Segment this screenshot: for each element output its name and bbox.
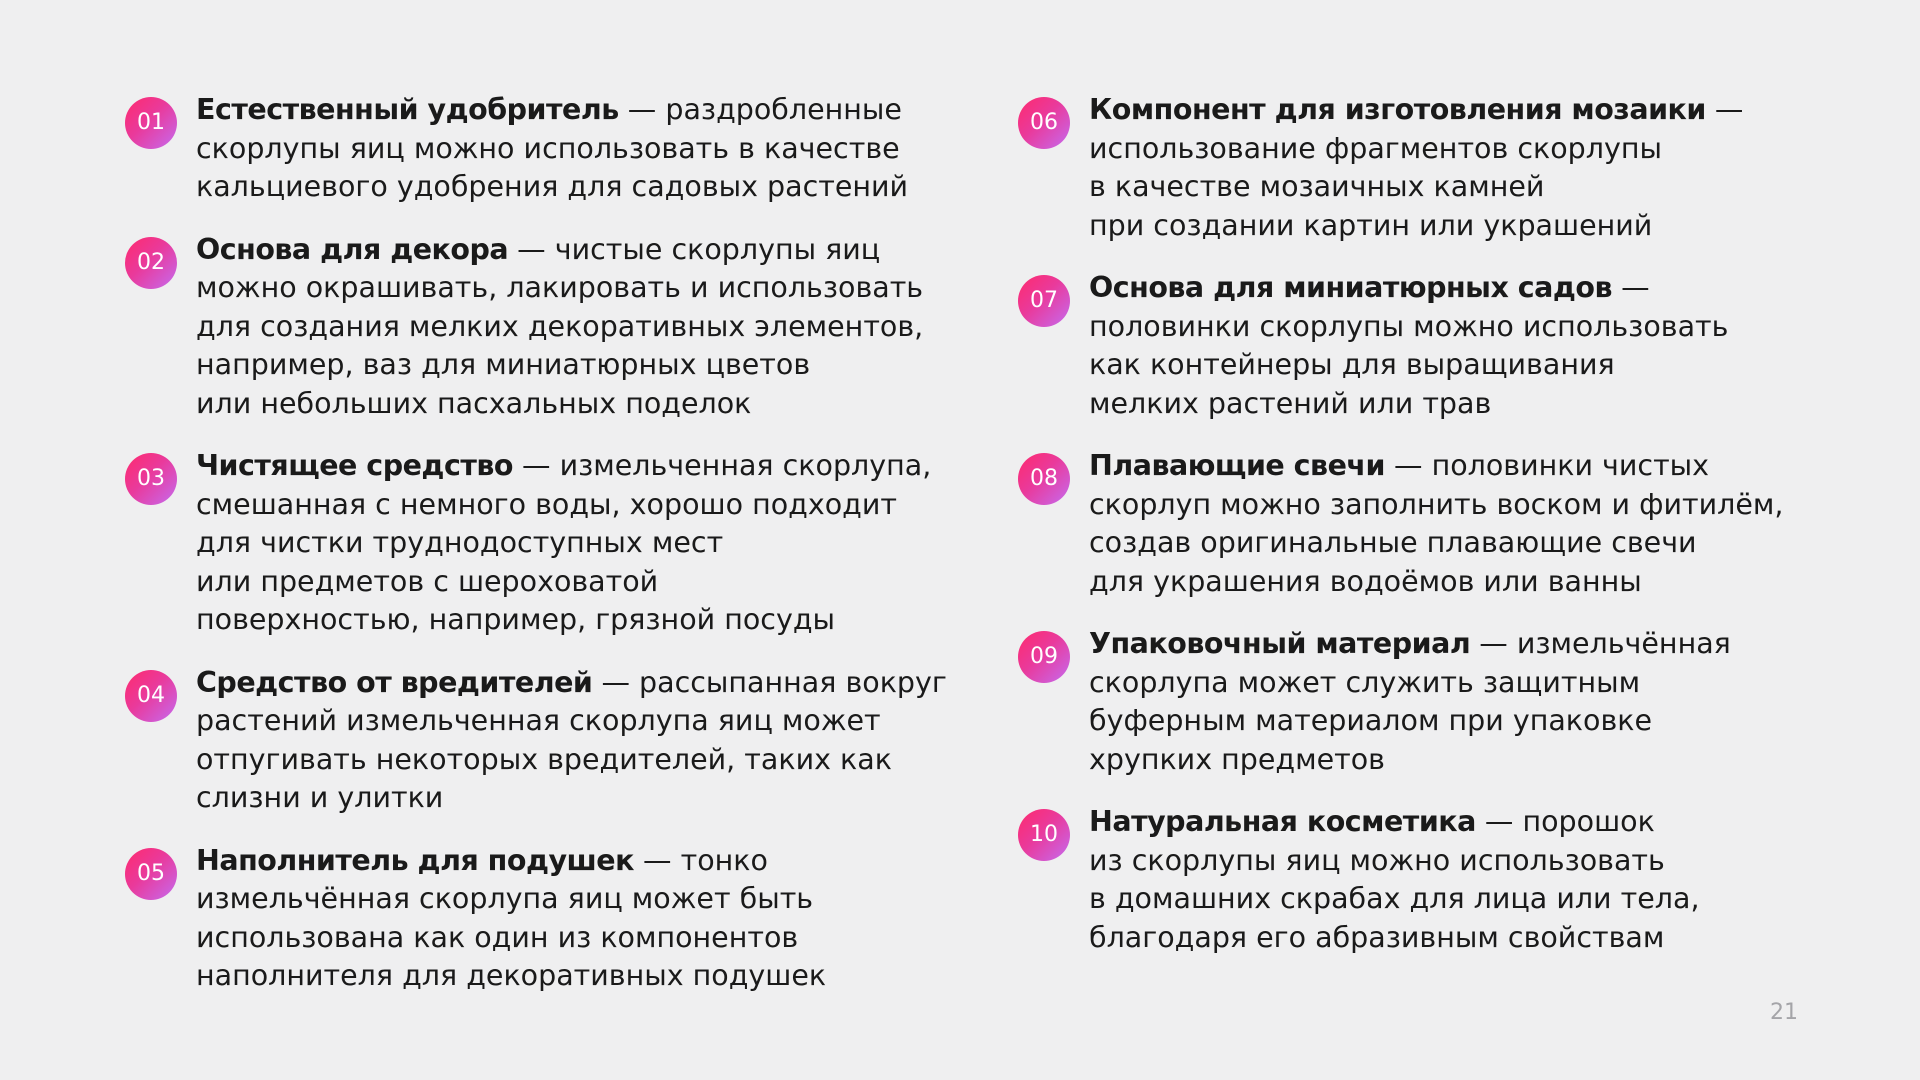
item-text <box>196 231 945 424</box>
item-title: Естественный удобритель <box>196 93 619 126</box>
number-badge: 08 <box>1018 453 1070 505</box>
item-title: Упаковочный материал <box>1089 627 1471 660</box>
item-text <box>1089 625 1818 779</box>
number-badge: 07 <box>1018 275 1070 327</box>
item-description-line: хрупких предметов <box>1089 742 1385 776</box>
item-description-line: растений измельченная скорлупа яиц может <box>196 704 881 737</box>
item-description-line: — <box>1612 271 1650 304</box>
list-item <box>125 664 945 818</box>
list-item <box>125 842 945 996</box>
item-description-line: благодаря его абразивным свойствам <box>1089 920 1665 954</box>
item-title: Основа для миниатюрных садов <box>1089 271 1613 304</box>
item-title: Наполнитель для подушек <box>196 843 634 877</box>
item-description-line: — раздробленные <box>618 93 902 126</box>
item-description-line: поверхностью, например, грязной посуды <box>196 603 836 636</box>
item-description-line: мелких растений или трав <box>1089 386 1492 420</box>
item-description-line: при создании картин или украшений <box>1089 208 1653 242</box>
item-description-line: — тонко <box>633 843 768 877</box>
number-badge: 04 <box>125 670 177 722</box>
item-description-line: кальциевого удобрения для садовых растений <box>196 170 909 203</box>
page-number: 21 <box>1770 1000 1798 1025</box>
item-description-line: или предметов с шероховатой <box>196 564 659 598</box>
item-text <box>1089 91 1818 245</box>
item-description-line: — порошок <box>1475 805 1655 838</box>
list-item <box>125 447 945 640</box>
item-description-line: отпугивать некоторых вредителей, таких как <box>196 742 892 776</box>
item-description-line: половинки скорлупы можно использовать <box>1089 309 1729 343</box>
item-text <box>1089 803 1818 957</box>
item-description-line: скорлупа может служить защитным <box>1089 665 1641 699</box>
item-description-line: создав оригинальные плавающие свечи <box>1089 526 1697 559</box>
item-title: Компонент для изготовления мозаики <box>1089 93 1706 126</box>
number-badge: 01 <box>125 97 177 149</box>
item-text <box>196 447 945 640</box>
item-description-line: скорлуп можно заполнить воском и фитилём, <box>1089 487 1784 521</box>
number-badge: 10 <box>1018 809 1070 861</box>
item-description-line: в домашних скрабах для лица или тела, <box>1089 882 1700 915</box>
item-description-line: для украшения водоёмов или ванны <box>1089 564 1642 598</box>
number-badge: 02 <box>125 237 177 289</box>
item-description-line: буферным материалом при упаковке <box>1089 704 1652 737</box>
item-description-line: — рассыпанная вокруг <box>592 665 947 699</box>
number-badge: 06 <box>1018 97 1070 149</box>
item-description-line: слизни и улитки <box>196 781 444 814</box>
item-title: Средство от вредителей <box>196 665 593 699</box>
item-title: Натуральная косметика <box>1089 805 1476 838</box>
item-description-line: использование фрагментов скорлупы <box>1089 131 1662 165</box>
item-description-line: — <box>1705 93 1744 126</box>
item-description-line: смешанная с немного воды, хорошо подходит <box>196 487 897 521</box>
item-description-line: — измельченная скорлупа, <box>512 449 932 482</box>
item-description-line: как контейнеры для выращивания <box>1089 348 1615 381</box>
item-description-line: — измельчённая <box>1470 627 1731 660</box>
item-text <box>1089 269 1818 423</box>
item-description-line: — чистые скорлупы яиц <box>508 232 881 266</box>
item-description-line: для создания мелких декоративных элементов, <box>196 309 924 343</box>
item-description-line: наполнителя для декоративных подушек <box>196 959 827 992</box>
item-description-line: или небольших пасхальных поделок <box>196 386 752 420</box>
item-text <box>196 842 945 996</box>
item-text <box>196 91 945 207</box>
item-description-line: можно окрашивать, лакировать и использовать <box>196 271 924 304</box>
item-title: Плавающие свечи <box>1089 449 1385 482</box>
item-description-line: для чистки труднодоступных мест <box>196 526 724 559</box>
number-badge: 09 <box>1018 631 1070 683</box>
list-item <box>1018 91 1818 245</box>
number-badge: 03 <box>125 453 177 505</box>
list-item <box>125 91 945 207</box>
number-badge: 05 <box>125 848 177 900</box>
item-description-line: использована как один из компонентов <box>196 920 799 954</box>
item-description-line: например, ваз для миниатюрных цветов <box>196 348 811 381</box>
item-text <box>196 664 945 818</box>
item-description-line: в качестве мозаичных камней <box>1089 170 1545 203</box>
item-description-line: измельчённая скорлупа яиц может быть <box>196 882 814 915</box>
left-column <box>125 91 945 1020</box>
item-description-line: — половинки чистых <box>1384 449 1710 482</box>
item-title: Основа для декора <box>196 232 509 266</box>
item-title: Чистящее средство <box>196 449 513 482</box>
list-item <box>1018 803 1818 957</box>
item-description-line: скорлупы яиц можно использовать в качестве <box>196 131 900 165</box>
list-item <box>1018 625 1818 779</box>
right-column <box>1018 91 1818 981</box>
list-item <box>1018 269 1818 423</box>
item-text <box>1089 447 1818 601</box>
list-item <box>125 231 945 424</box>
item-description-line: из скорлупы яиц можно использовать <box>1089 843 1665 877</box>
list-item <box>1018 447 1818 601</box>
